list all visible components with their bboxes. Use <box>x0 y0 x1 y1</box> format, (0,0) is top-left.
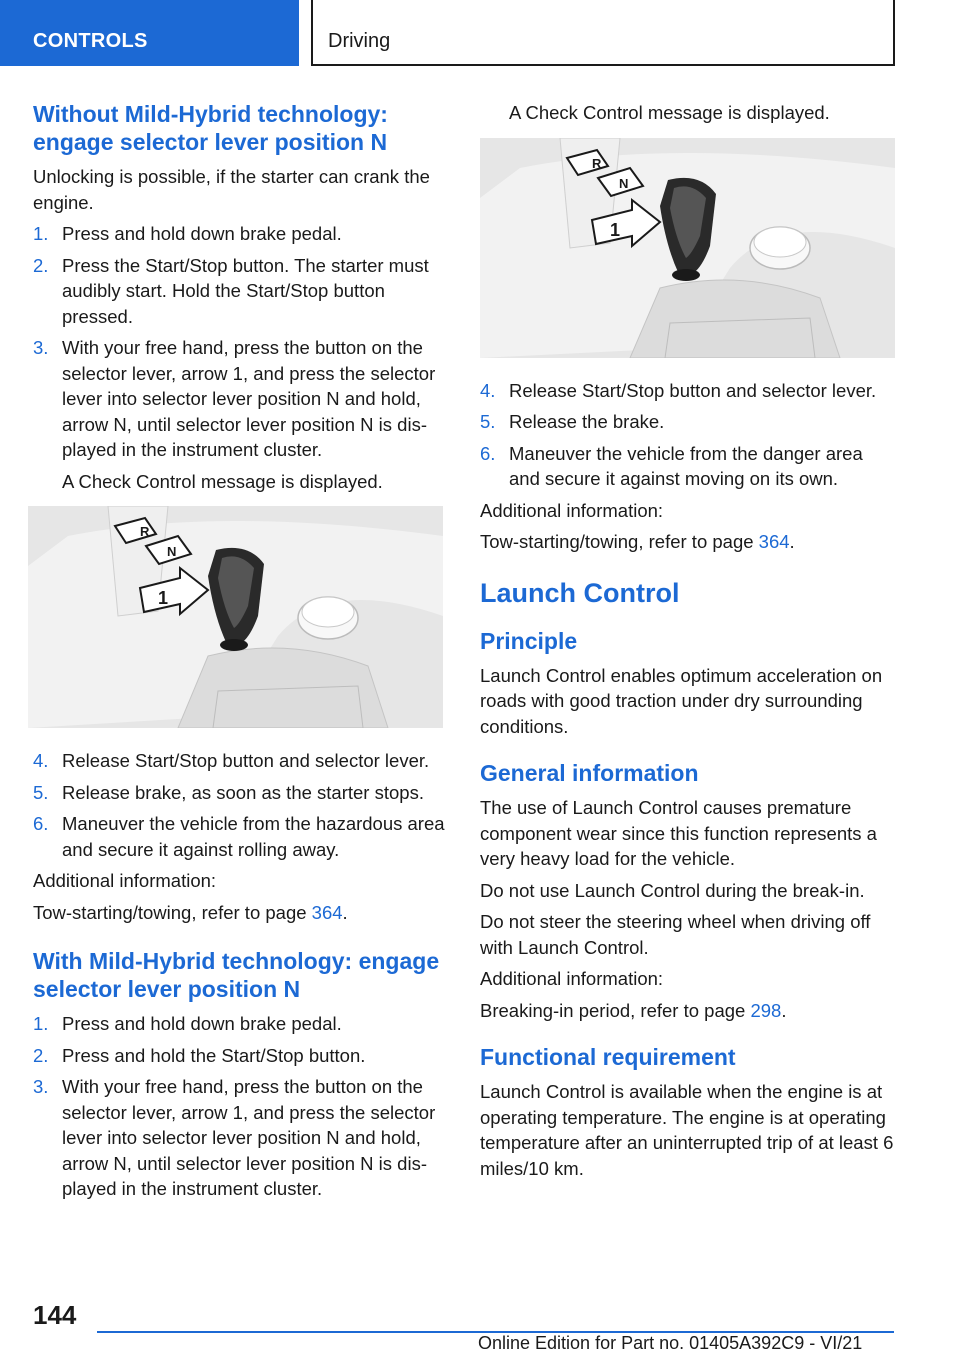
arrow-label-r: R <box>140 524 150 539</box>
check-control-message-text: A Check Control message is displayed. <box>62 470 383 492</box>
list-item <box>33 221 448 247</box>
tow-reference-end: . <box>342 901 348 923</box>
additional-info-label: Additional information: <box>480 968 664 989</box>
step-text: Press the Start/Stop button. The starter must audibly start. Hold the Start/Stop button pressed. <box>62 254 429 327</box>
step-number: 5. <box>480 411 496 432</box>
general-text-1: The use of Launch Control causes premature component wear since this function represents a very heavy load for the vehicle. <box>480 797 877 869</box>
tow-page-link[interactable]: 364 <box>311 901 343 923</box>
step-number: 1. <box>33 223 49 244</box>
tow-reference-end: . <box>789 531 795 552</box>
heading-functional-requirement: Functional requirement <box>480 1044 736 1070</box>
step-text: Release the brake. <box>509 411 665 432</box>
list-item <box>33 811 448 862</box>
list-item <box>33 1043 448 1069</box>
arrow-label-n: N <box>167 544 177 559</box>
tow-reference-text: Tow-starting/towing, refer to page <box>33 901 312 923</box>
heading-general-information: General information <box>480 760 699 786</box>
selector-lever-drawing <box>28 506 443 728</box>
list-item <box>33 1074 448 1202</box>
step-text: Press and hold the Start/Stop button. <box>62 1044 366 1066</box>
step-text: Press and hold down brake pedal. <box>62 223 342 244</box>
right-column <box>480 100 895 1187</box>
list-item <box>480 378 895 404</box>
step-number: 5. <box>33 781 49 803</box>
arrow-label-1: 1 <box>610 219 621 240</box>
heading-with-mild-hybrid: With Mild-Hybrid technology: engage selector lever position N <box>33 948 440 1002</box>
step-text: With your free hand, press the button on the selector lever, arrow 1, and press the selector lever into selector lever position N and hold, arrow N, until selector lever position N is displayed in the instrument cluster. <box>62 337 436 460</box>
section-tab: CONTROLS <box>0 0 299 66</box>
step-number: 2. <box>33 254 49 276</box>
arrow-label-1: 1 <box>158 588 169 608</box>
steps-list-right <box>480 378 895 492</box>
additional-info-label: Additional information: <box>480 499 664 521</box>
breakin-page-link[interactable]: 298 <box>750 999 782 1021</box>
heading-without-mild-hybrid: Without Mild-Hybrid technology: engage selector lever position N <box>33 101 388 155</box>
heading-principle: Principle <box>480 627 578 654</box>
tow-reference <box>33 900 448 926</box>
selector-lever-illustration <box>480 138 895 358</box>
list-item <box>480 441 895 492</box>
step-number: 6. <box>33 813 49 834</box>
step-text: With your free hand, press the button on the selector lever, arrow 1, and press the selector lever into selector lever position N and hold, arrow N, until selector lever position N is displayed in the instrument cluster. <box>62 1076 436 1199</box>
step-text: Release Start/Stop button and selector lever. <box>62 750 430 771</box>
page-header <box>0 0 960 66</box>
step-text: Release Start/Stop button and selector lever. <box>509 379 877 401</box>
step-number: 1. <box>33 1013 49 1034</box>
tow-page-link[interactable]: 364 <box>758 531 790 552</box>
step-text: Release brake, as soon as the starter stops. <box>62 781 424 803</box>
step-number: 3. <box>33 337 49 358</box>
selector-lever-drawing <box>480 138 895 358</box>
principle-text: Launch Control enables optimum acceleration on roads with good traction under dry surrounding conditions. <box>480 664 883 737</box>
step-text: Press and hold down brake pedal. <box>62 1013 342 1034</box>
arrow-label-n: N <box>619 175 629 191</box>
breakin-reference <box>480 998 895 1024</box>
list-item <box>480 409 895 435</box>
step-number: 3. <box>33 1076 49 1097</box>
tow-reference <box>480 529 895 555</box>
step-number: 4. <box>480 379 496 401</box>
list-item <box>33 748 448 774</box>
step-text: Maneuver the vehicle from the danger area and secure it against moving on its own. <box>509 442 863 489</box>
list-item <box>33 780 448 806</box>
check-control-message-text: A Check Control message is displayed. <box>509 102 830 123</box>
general-text-2: Do not use Launch Control during the break-in. <box>480 879 865 901</box>
breakin-reference-text: Breaking-in period, refer to page <box>480 999 751 1021</box>
intro-text: Unlocking is possible, if the starter can crank the engine. <box>33 166 430 213</box>
selector-lever-illustration <box>28 506 443 728</box>
edition-text: Online Edition for Part no. 01405A392C9 - VI/21 <box>478 1333 863 1353</box>
arrow-label-r: R <box>592 155 602 171</box>
list-item <box>33 335 448 463</box>
step-number: 6. <box>480 442 496 464</box>
step-number: 4. <box>33 750 49 771</box>
step-text: Maneuver the vehicle from the hazardous area and secure it against rolling away. <box>62 813 445 860</box>
additional-info-label: Additional information: <box>33 870 217 891</box>
list-item <box>33 1011 448 1037</box>
breakin-reference-end: . <box>781 999 787 1021</box>
general-text-3: Do not steer the steering wheel when driving off with Launch Control. <box>480 911 871 958</box>
step-number: 2. <box>33 1044 49 1066</box>
steps-list-b <box>33 748 448 862</box>
steps-list-a <box>33 221 448 463</box>
list-item <box>33 253 448 330</box>
page-number: 144 <box>33 1300 77 1330</box>
heading-launch-control: Launch Control <box>480 577 680 608</box>
tow-reference-text: Tow-starting/towing, refer to page <box>480 531 759 552</box>
steps-list-c <box>33 1011 448 1202</box>
functional-requirement-text: Launch Control is available when the engine is at operating temperature. The engine is at operating temperature after an uninterrupted trip of at least 6 miles/10 km. <box>480 1081 894 1179</box>
left-column <box>33 100 448 1208</box>
chapter-title: Driving <box>311 0 895 66</box>
